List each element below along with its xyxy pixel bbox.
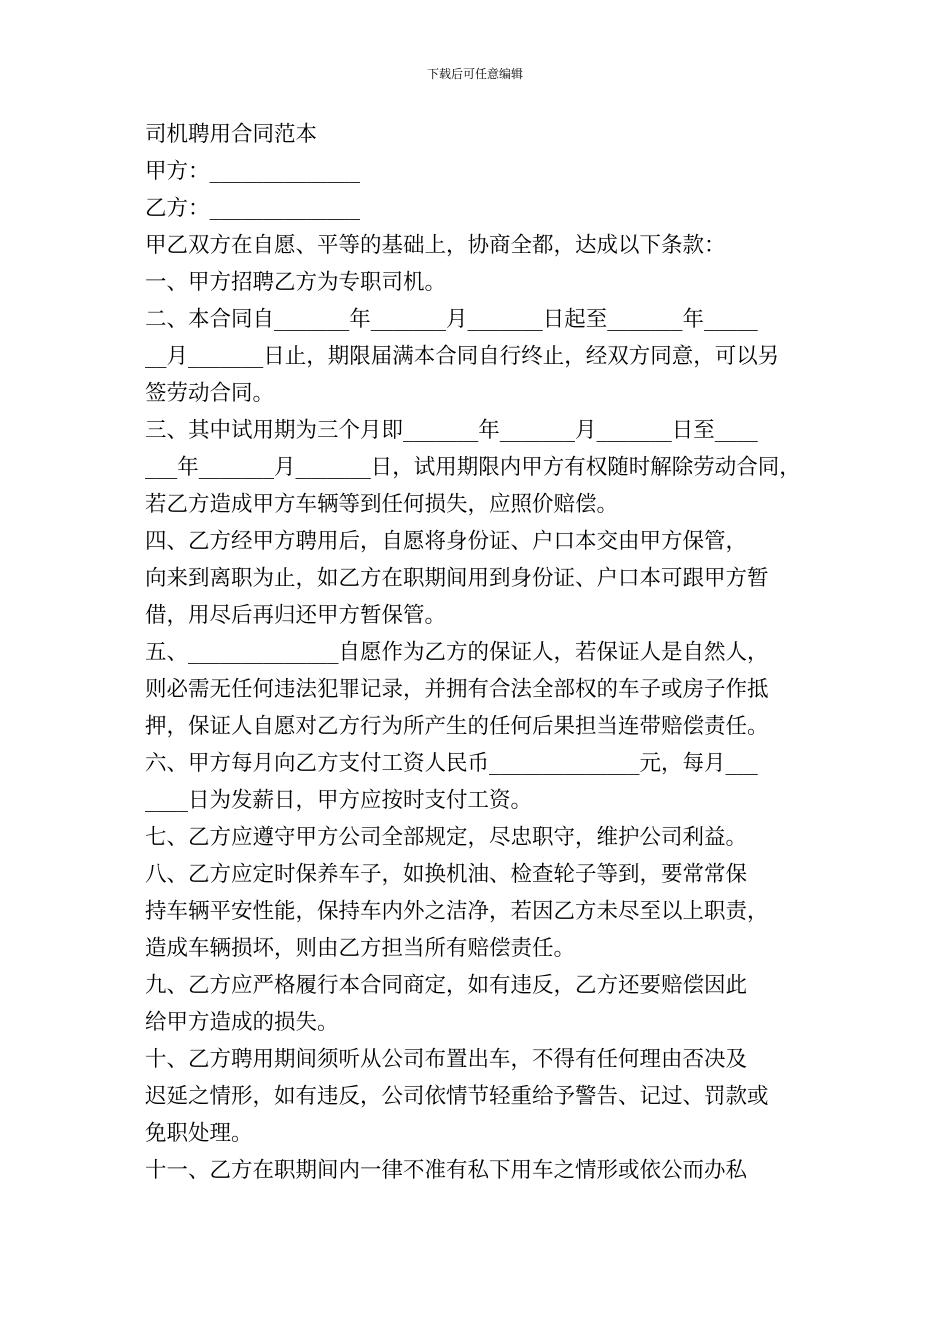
text-line: 甲乙双方在自愿、平等的基础上，协商全都，达成以下条款：	[145, 233, 726, 258]
text-line: 造成车辆损坏，则由乙方担当所有赔偿责任。	[145, 936, 576, 961]
document-title: 司机聘用合同范本	[145, 122, 318, 147]
text-line: 九、乙方应严格履行本合同商定，如有违反，乙方还要赔偿因此	[145, 973, 748, 998]
text-line: 则必需无任何违法犯罪记录，并拥有合法全部权的车子或房子作抵	[145, 677, 769, 702]
text-line: 签劳动合同。	[145, 381, 275, 406]
text-line: 一、甲方招聘乙方为专职司机。	[145, 270, 447, 295]
text-line: 十一、乙方在职期间内一律不准有私下用车之情形或依公而办私	[145, 1158, 748, 1183]
text-line: __月_______日止，期限届满本合同自行终止，经双方同意，可以另	[145, 344, 780, 369]
text-line: 三、其中试用期为三个月即_______年_______月_______日至____	[145, 418, 758, 443]
text-line: 借，用尽后再归还甲方暂保管。	[145, 603, 447, 628]
text-line: ___年_______月_______日，试用期限内甲方有权随时解除劳动合同，	[145, 455, 801, 480]
text-line: 五、______________自愿作为乙方的保证人，若保证人是自然人，	[145, 640, 769, 665]
page-header-note: 下载后可任意编辑	[426, 67, 523, 81]
text-line: 给甲方造成的损失。	[145, 1010, 339, 1035]
text-line: 二、本合同自_______年_______月_______日起至_______年_____	[145, 307, 758, 332]
text-line: 乙方：______________	[145, 196, 361, 221]
text-line: 八、乙方应定时保养车子，如换机油、检查轮子等到，要常常保	[145, 862, 748, 887]
text-line: 十、乙方聘用期间须听从公司布置出车，不得有任何理由否决及	[145, 1047, 748, 1072]
text-line: 若乙方造成甲方车辆等到任何损失，应照价赔偿。	[145, 492, 619, 517]
text-line: 四、乙方经甲方聘用后，自愿将身份证、户口本交由甲方保管，	[145, 529, 748, 554]
text-line: ____日为发薪日，甲方应按时支付工资。	[145, 788, 533, 813]
text-line: 持车辆平安性能，保持车内外之洁净，若因乙方未尽至以上职责，	[145, 899, 769, 924]
text-line: 押，保证人自愿对乙方行为所产生的任何后果担当连带赔偿责任。	[145, 714, 769, 739]
text-line: 免职处理。	[145, 1121, 253, 1146]
text-line: 迟延之情形，如有违反，公司依情节轻重给予警告、记过、罚款或	[145, 1084, 769, 1109]
text-line: 六、甲方每月向乙方支付工资人民币______________元，每月___	[145, 751, 758, 776]
text-line: 向来到离职为止，如乙方在职期间用到身份证、户口本可跟甲方暂	[145, 566, 769, 591]
text-line: 甲方：______________	[145, 159, 361, 184]
text-line: 七、乙方应遵守甲方公司全部规定，尽忠职守，维护公司利益。	[145, 825, 748, 850]
